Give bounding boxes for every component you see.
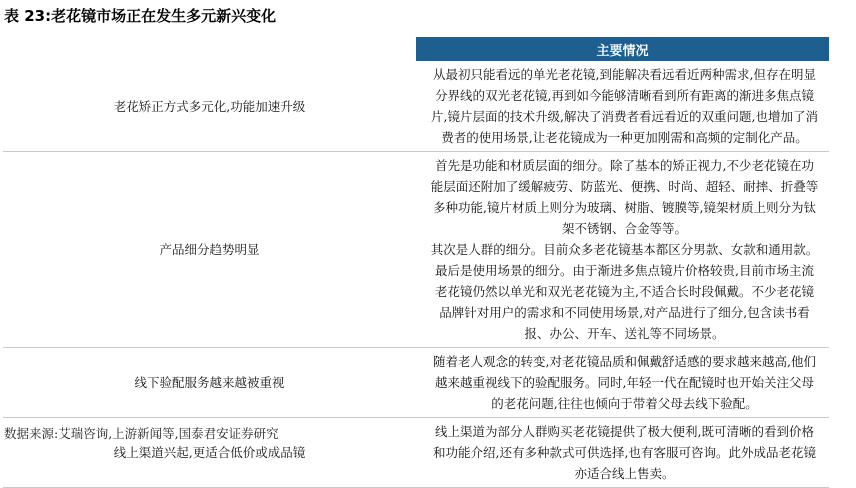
row-label: 线上渠道兴起,更适合低价或成品镜	[3, 418, 416, 488]
header-blank-cell	[3, 37, 416, 61]
table-title: 表 23:老花镜市场正在发生多元新兴变化	[4, 7, 277, 25]
row-content	[416, 152, 829, 348]
row-content	[416, 61, 829, 152]
row-label: 产品细分趋势明显	[3, 152, 416, 348]
row-label: 老花矫正方式多元化,功能加速升级	[3, 61, 416, 152]
data-source-note: 数据来源:艾瑞咨询,上游新闻等,国泰君安证券研究	[4, 426, 279, 441]
row-paragraph: 其次是人群的细分。目前众多老花镜基本都区分男款、女款和通用款。	[430, 242, 819, 257]
row-paragraph: 最后是使用场景的细分。由于渐进多焦点镜片价格较贵,目前市场主流老花镜仍然以单光和双光老花镜为主,不适合长时段佩戴。不少老花镜品牌针对用户的需求和不同使用场景,对产品进行了细分,包含读书看报、办公、开车、送礼等不同场景。	[435, 263, 814, 341]
row-paragraph: 随着老人观念的转变,对老花镜品质和佩戴舒适感的要求越来越高,他们越来越重视线下的验配服务。同时,年轻一代在配镜时也开始关注父母的老花问题,往往也倾向于带着父母去线下验配。	[433, 354, 816, 411]
table-row	[3, 61, 829, 152]
row-content	[416, 418, 829, 488]
row-paragraph: 首先是功能和材质层面的细分。除了基本的矫正视力,不少老花镜在功能层面还附加了缓解疲劳、防蓝光、便携、时尚、超轻、耐摔、折叠等多种功能,镜片材质上则分为玻璃、树脂、镀膜等,镜架材质上则分为钛架不锈钢、合金等等。	[430, 158, 819, 236]
row-label: 线下验配服务越来越被重视	[3, 348, 416, 418]
row-paragraph: 线上渠道为部分人群购买老花镜提供了极大便利,既可清晰的看到价格和功能介绍,还有多种款式可供选择,也有客服可咨询。此外成品老花镜亦适合线上售卖。	[433, 424, 816, 481]
table-row	[3, 152, 829, 348]
table-header-row	[3, 37, 829, 61]
market-change-table	[3, 37, 829, 488]
table-row	[3, 348, 829, 418]
header-main-situation: 主要情况	[416, 37, 829, 61]
row-content	[416, 348, 829, 418]
row-paragraph: 从最初只能看远的单光老花镜,到能解决看远看近两种需求,但存在明显分界线的双光老花镜,再到如今能够清晰看到所有距离的渐进多焦点镜片,镜片层面的技术升级,解决了消费者看远看近的双重问题,也增加了消费者的使用场景,让老花镜成为一种更加刚需和高频的定制化产品。	[431, 67, 818, 145]
